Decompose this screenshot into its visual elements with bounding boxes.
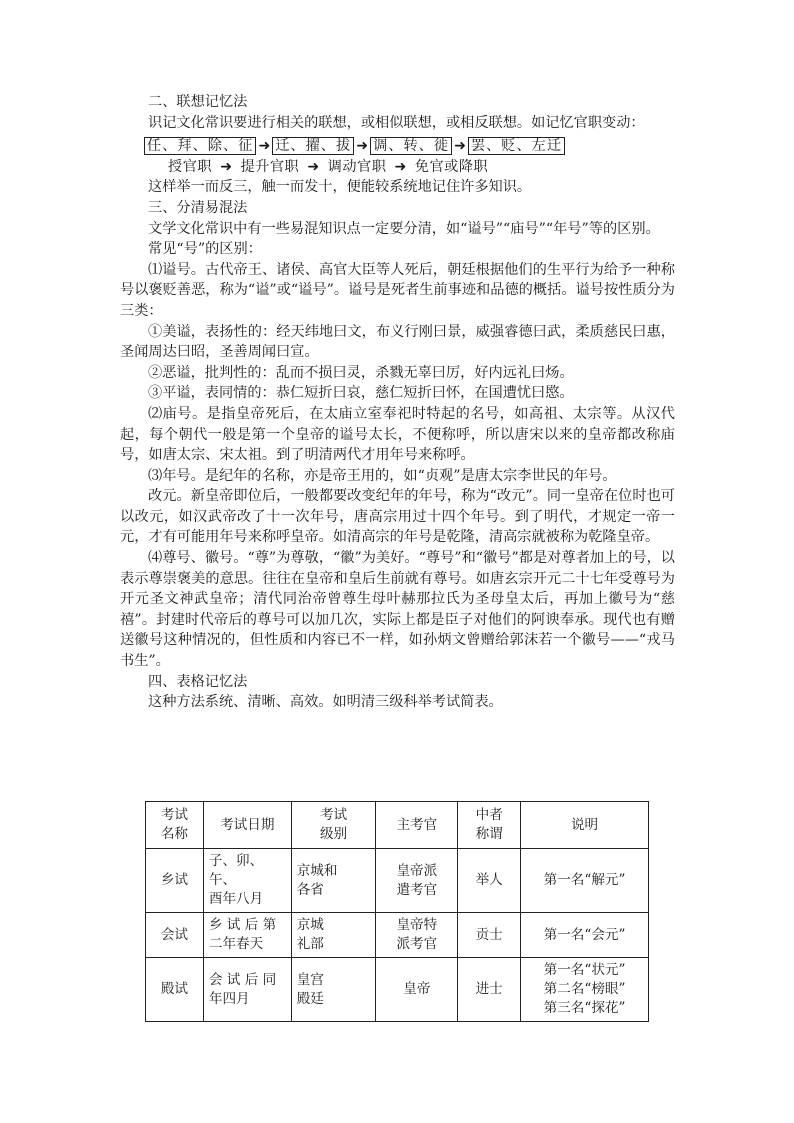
- arrow-right-icon: ➜: [394, 158, 407, 175]
- paragraph-era-change: 改元。新皇帝即位后，一般都要改变纪年的年号，称为“改元”。同一皇帝在位时也可以改元，如汉武帝改了十一次年号，唐高宗用过十四个年号。到了明代，才规定一帝一元，才有可能用年号来称呼皇帝。如清高宗的年号是乾隆，清高宗就被称为乾隆皇帝。: [120, 488, 675, 546]
- flow-box-transfer: 调、转、徙: [370, 137, 452, 155]
- section-heading-association: 二、联想记忆法: [148, 94, 248, 110]
- flow-label-appoint: 授官职: [168, 158, 213, 175]
- table-header-cell: 中者 称谓: [458, 802, 521, 849]
- flow-box-demote: 罢、贬、左迁: [468, 137, 565, 155]
- table-header-cell: 考试 名称: [146, 802, 204, 849]
- table-row: [146, 913, 649, 958]
- section-heading-table-method: 四、表格记忆法: [148, 673, 248, 690]
- imperial-exam-table: [145, 801, 649, 1022]
- table-cell-examiner: 皇帝: [376, 958, 458, 1022]
- table-cell-exam-date: 会 试 后 同 年四月: [203, 958, 291, 1022]
- official-title-flow-labels: [120, 157, 675, 178]
- flow-label-transfer: 调动官职: [327, 158, 387, 175]
- arrow-right-icon: ➜: [454, 138, 466, 155]
- section-heading-distinguish: 三、分清易混法: [148, 199, 248, 216]
- paragraph-hao-subheading: 常见“号”的区别：: [148, 241, 262, 258]
- table-cell-exam-date: 子、卯、午、 酉年八月: [203, 849, 291, 913]
- paragraph-distinguish-intro: 文学文化常识中有一些易混知识点一定要分清，如“谥号”“庙号”“年号”等的区别。: [148, 220, 660, 237]
- table-cell-examiner: 皇帝特 派考官: [376, 913, 458, 958]
- table-cell-exam-level: 京城 礼部: [291, 913, 376, 958]
- table-cell-notes: 第一名“会元”: [521, 913, 649, 958]
- arrow-right-icon: ➜: [356, 138, 369, 155]
- paragraph-association-intro: 识记文化常识要进行相关的联想，或相似联想，或相反联想。如记忆官职变动：: [148, 114, 645, 131]
- flow-box-promote: 迁、擢、拔: [272, 137, 354, 155]
- paragraph-sympathetic-titles: ③平谥，表同情的：恭仁短折曰哀，慈仁短折曰怀，在国遭忧曰愍。: [148, 385, 574, 402]
- table-header-row: [146, 802, 649, 849]
- arrow-right-icon: ➜: [258, 138, 271, 155]
- table-cell-examiner: 皇帝派 遣考官: [376, 849, 458, 913]
- table-header-cell: 主考官: [376, 802, 458, 849]
- table-cell-notes: 第一名“状元” 第二名“榜眼” 第三名“探花”: [521, 958, 649, 1022]
- flow-label-promote: 提升官职: [240, 158, 300, 175]
- paragraph-praise-titles: ①美谥，表扬性的：经天纬地曰文，布义行刚曰景，威强睿德曰武，柔质慈民曰惠，圣闻周达曰昭，圣善周闻曰宣。: [120, 323, 675, 361]
- table-cell-exam-level: 皇宫 殿廷: [291, 958, 376, 1022]
- paragraph-critical-titles: ②恶谥，批判性的：乱而不损曰灵，杀戮无辜曰厉，好内远礼曰炀。: [148, 364, 574, 381]
- table-cell-exam-name: 会试: [146, 913, 204, 958]
- paragraph-honorific-title: ⑷尊号、徽号。“尊”为尊敬，“徽”为美好。“尊号”和“徽号”都是对尊者加上的号，以表示尊崇褒美的意思。往往在皇帝和皇后生前就有尊号。如唐玄宗开元二十七年受尊号为开元圣文神武皇帝；清代同治帝曾尊生母叶赫那拉氏为圣母皇太后，再加上徽号为“慈禧”。封建时代帝后的尊号可以加几次，实际上都是臣子对他们的阿谀奉承。现代也有赠送徽号这种情况的，但性质和内容已不一样，如孙炳文曾赠给郭沫若一个徽号——“戎马书生”。: [120, 550, 675, 670]
- table-row: [146, 849, 649, 913]
- paragraph-era-name: ⑶年号。是纪年的名称，亦是帝王用的，如“贞观”是唐太宗李世民的年号。: [148, 467, 617, 484]
- paragraph-posthumous-title: ⑴谥号。古代帝王、诸侯、高官大臣等人死后，朝廷根据他们的生平行为给予一种称号以褒贬善恶，称为“谥”或“谥号”。谥号是死者生前事迹和品德的概括。谥号按性质分为三类：: [120, 261, 675, 319]
- arrow-right-icon: ➜: [307, 158, 320, 175]
- table-header-cell: 考试 级别: [291, 802, 376, 849]
- flow-box-appoint: 任、拜、除、征: [144, 137, 256, 155]
- table-cell-exam-date: 乡 试 后 第 二年春天: [203, 913, 291, 958]
- table-header-cell: 说明: [521, 802, 649, 849]
- paragraph-table-intro: 这种方法系统、清晰、高效。如明清三级科举考试简表。: [148, 694, 503, 711]
- paragraph-temple-name: ⑵庙号。是指皇帝死后，在太庙立室奉祀时特起的名号，如高祖、太宗等。从汉代起，每个朝代一般是第一个皇帝的谥号太长，不便称呼，所以唐宋以来的皇帝都改称庙号，如唐太宗、宋太祖。到了明清两代才用年号来称呼。: [120, 405, 675, 464]
- table-header-cell: 考试日期: [203, 802, 291, 849]
- table-cell-title: 贡士: [458, 913, 521, 958]
- table-cell-exam-name: 乡试: [146, 849, 204, 913]
- arrow-right-icon: ➜: [220, 158, 233, 175]
- table-cell-notes: 第一名“解元”: [521, 849, 649, 913]
- paragraph-association-conclusion: 这样举一而反三，触一而发十，便能较系统地记住许多知识。: [148, 179, 532, 196]
- table-row: [146, 958, 649, 1022]
- official-title-flow: [120, 136, 675, 157]
- document-body: [120, 92, 675, 713]
- table-cell-title: 举人: [458, 849, 521, 913]
- table-cell-exam-level: 京城和 各省: [291, 849, 376, 913]
- table-cell-exam-name: 殿试: [146, 958, 204, 1022]
- table-cell-title: 进士: [458, 958, 521, 1022]
- flow-label-demote: 免官或降职: [414, 158, 489, 175]
